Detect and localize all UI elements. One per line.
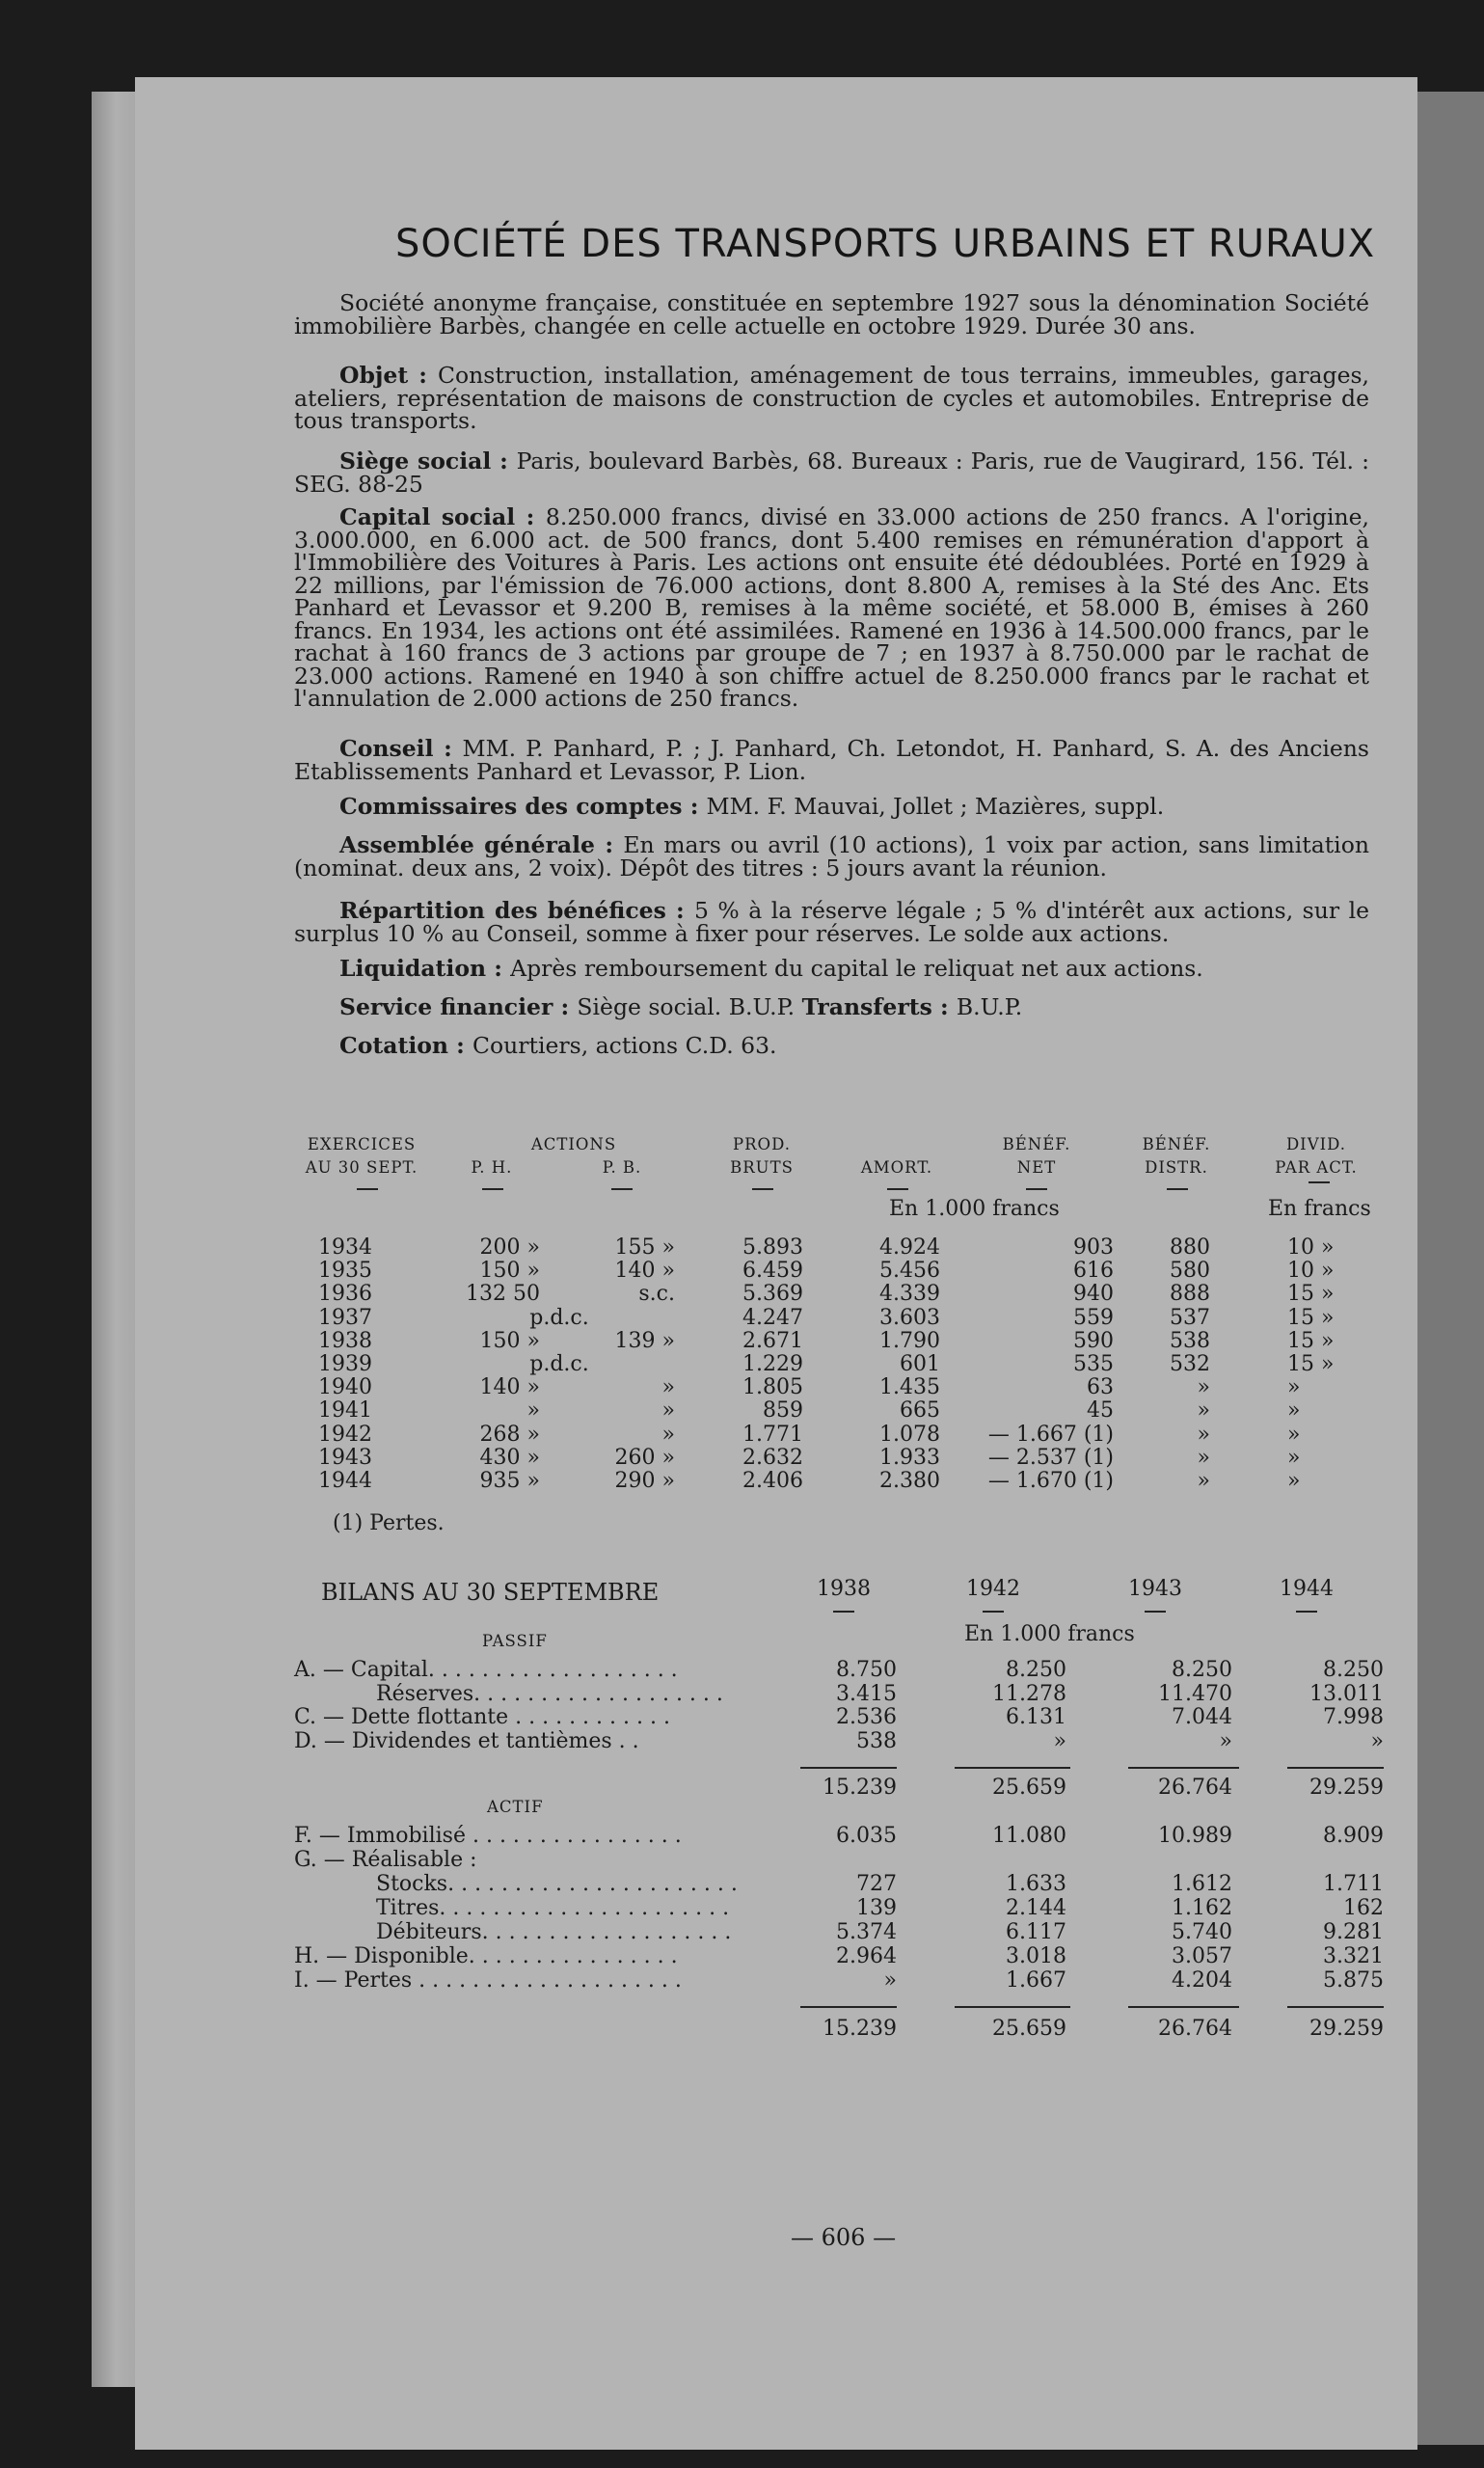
bilans-title: BILANS AU 30 SEPTEMBRE bbox=[321, 1579, 660, 1606]
bilan-value: » bbox=[1053, 1728, 1066, 1753]
header-prod: BRUTS bbox=[730, 1158, 794, 1177]
bilan-value: 10.989 bbox=[1158, 1824, 1232, 1848]
bilan-label: H. — Disponible. . . . . . . . . . . . . . . . bbox=[294, 1944, 678, 1968]
paragraph-text: Construction, installation, aménagement de tous terrains, immeubles, garages, ateliers, représentation de maisons de construction de cycles et automobiles. Entreprise de tous transports. bbox=[294, 362, 1370, 434]
header-dash bbox=[482, 1188, 503, 1190]
bilan-value: » bbox=[1370, 1728, 1384, 1753]
row-ph: » bbox=[526, 1398, 540, 1424]
bilan-value: 9.281 bbox=[1323, 1920, 1384, 1944]
row-year: 1942 bbox=[318, 1422, 372, 1447]
bilan-value: 6.117 bbox=[1006, 1920, 1066, 1944]
paragraph bbox=[294, 1032, 1369, 1059]
row-prod: 5.893 bbox=[742, 1235, 803, 1260]
row-distr: » bbox=[1197, 1445, 1210, 1470]
row-year: 1938 bbox=[318, 1328, 372, 1353]
total-rule bbox=[955, 2006, 1070, 2008]
total-rule bbox=[1128, 2006, 1239, 2008]
bilan-value: 5.740 bbox=[1172, 1920, 1232, 1944]
row-pb: 155 » bbox=[614, 1235, 675, 1260]
row-benef: 590 bbox=[1073, 1328, 1114, 1353]
paragraph-text: 5 % à la réserve légale ; 5 % d'intérêt aux actions, sur le surplus 10 % au Conseil, somme à fixer pour réserves. Le solde aux actions. bbox=[294, 897, 1369, 947]
total-rule bbox=[1287, 1767, 1384, 1769]
row-year: 1936 bbox=[318, 1282, 372, 1307]
bilan-value: 3.057 bbox=[1172, 1944, 1232, 1968]
bilan-value: 11.470 bbox=[1158, 1681, 1232, 1706]
row-distr: » bbox=[1197, 1375, 1210, 1400]
row-distr: » bbox=[1197, 1422, 1210, 1447]
bilan-value: 3.415 bbox=[836, 1681, 897, 1706]
header-dash bbox=[611, 1188, 633, 1190]
header-dash bbox=[357, 1188, 378, 1190]
bilan-value: 11.278 bbox=[992, 1681, 1066, 1706]
header-benef-distr: BÉNÉF. bbox=[1142, 1135, 1211, 1153]
year-header: 1942 bbox=[966, 1577, 1020, 1601]
paragraph-text: Courtiers, actions C.D. 63. bbox=[472, 1032, 777, 1059]
bilan-label: C. — Dette flottante . . . . . . . . . . . . bbox=[294, 1705, 670, 1729]
paragraph-text: Après remboursement du capital le reliquat net aux actions. bbox=[510, 955, 1203, 982]
bilan-label: D. — Dividendes et tantièmes . . bbox=[294, 1728, 639, 1753]
bilans-unit: En 1.000 francs bbox=[964, 1622, 1135, 1646]
passif-total: 29.259 bbox=[1309, 1776, 1384, 1800]
row-prod: 1.771 bbox=[742, 1422, 803, 1447]
bilan-value: 11.080 bbox=[992, 1824, 1066, 1848]
bilan-value: » bbox=[1219, 1728, 1232, 1753]
row-year: 1944 bbox=[318, 1469, 372, 1493]
bilan-label: A. — Capital. . . . . . . . . . . . . . . . . . . bbox=[294, 1658, 678, 1682]
unit-francs: En francs bbox=[1268, 1197, 1371, 1221]
passif-total: 26.764 bbox=[1158, 1776, 1232, 1800]
paragraph-text: En mars ou avril (10 actions), 1 voix par action, sans limitation (nominat. deux ans, 2 voix). Dépôt des titres : 5 jours avant la réunion. bbox=[294, 831, 1369, 881]
passif-title: PASSIF bbox=[482, 1632, 548, 1650]
row-pb: » bbox=[661, 1375, 675, 1400]
year-header: 1944 bbox=[1280, 1577, 1334, 1601]
bilan-value: 4.204 bbox=[1172, 1968, 1232, 1993]
row-year: 1934 bbox=[318, 1235, 372, 1260]
row-benef: — 1.667 (1) bbox=[987, 1422, 1114, 1447]
row-amort: 1.078 bbox=[879, 1422, 940, 1447]
bilan-value: 2.964 bbox=[836, 1944, 897, 1968]
bilan-value: 6.131 bbox=[1006, 1705, 1066, 1729]
facing-page-edge bbox=[1417, 92, 1484, 2445]
bilan-value: 13.011 bbox=[1309, 1681, 1384, 1706]
row-benef: 616 bbox=[1073, 1259, 1114, 1284]
row-distr: 580 bbox=[1170, 1259, 1210, 1284]
year-dash bbox=[833, 1611, 854, 1613]
row-prod: 859 bbox=[763, 1398, 803, 1424]
bilan-value: 8.250 bbox=[1172, 1658, 1232, 1682]
row-distr: 880 bbox=[1170, 1235, 1210, 1260]
bilan-value: 727 bbox=[856, 1872, 897, 1896]
row-divid: 10 » bbox=[1287, 1259, 1335, 1284]
header-exercices: AU 30 SEPT. bbox=[305, 1158, 418, 1177]
row-year: 1939 bbox=[318, 1352, 372, 1376]
header-ph: P. H. bbox=[471, 1158, 513, 1177]
paragraph-label: Répartition des bénéfices : bbox=[339, 897, 694, 924]
header-benef-distr: DISTR. bbox=[1145, 1158, 1208, 1177]
header-dash bbox=[752, 1188, 773, 1190]
row-prod: 4.247 bbox=[742, 1305, 803, 1330]
paragraph-label: Conseil : bbox=[339, 735, 463, 762]
row-pb: » bbox=[661, 1398, 675, 1424]
paragraph-label: Objet : bbox=[339, 362, 438, 389]
row-ph: 268 » bbox=[479, 1422, 540, 1447]
paragraph bbox=[294, 993, 1369, 1020]
page-number: — 606 — bbox=[791, 2224, 897, 2251]
total-rule bbox=[955, 1767, 1070, 1769]
year-dash bbox=[1145, 1611, 1166, 1613]
row-divid: 10 » bbox=[1287, 1235, 1335, 1260]
row-benef: — 1.670 (1) bbox=[987, 1469, 1114, 1493]
row-amort: 3.603 bbox=[879, 1305, 940, 1330]
bilan-value: 1.612 bbox=[1172, 1872, 1232, 1896]
row-year: 1935 bbox=[318, 1259, 372, 1284]
paragraph-text: 8.250.000 francs, divisé en 33.000 actions de 250 francs. A l'origine, 3.000.000, en 6.000 act. de 500 francs, dont 5.400 remises en rémunération d'apport à l'Immobilière des Voitures à Paris. Les actions ont ensuite été dédoublées. Porté en 1929 à 22 millions, par l'émission de 76.000 actions, dont 8.800 A, remises à la Sté des Anc. Ets Panhard et Levassor et 9.200 B, remises à la même société, et 58.000 B, émises à 260 francs. En 1934, les actions ont été assimilées. Ramené en 1936 à 14.500.000 francs, par le rachat à 160 francs de 3 actions par groupe de 7 ; en 1937 à 8.750.000 par le rachat de 23.000 actions. Ramené en 1940 à son chiffre actuel de 8.250.000 francs par le rachat et l'annulation de 2.000 actions de 250 francs. bbox=[294, 503, 1370, 712]
bilan-label: Titres. . . . . . . . . . . . . . . . . . . . . . bbox=[376, 1896, 730, 1920]
row-divid: 15 » bbox=[1287, 1352, 1335, 1376]
actif-total: 25.659 bbox=[992, 2017, 1066, 2041]
total-rule bbox=[1287, 2006, 1384, 2008]
row-benef: 559 bbox=[1073, 1305, 1114, 1330]
row-amort: 601 bbox=[900, 1352, 940, 1376]
year-header: 1943 bbox=[1128, 1577, 1182, 1601]
row-amort: 1.435 bbox=[879, 1375, 940, 1400]
row-pb: 140 » bbox=[614, 1259, 675, 1284]
row-amort: 4.339 bbox=[879, 1282, 940, 1307]
row-ph: 150 » bbox=[479, 1259, 540, 1284]
row-pb: » bbox=[661, 1422, 675, 1447]
row-ph: 200 » bbox=[479, 1235, 540, 1260]
header-actions: ACTIONS bbox=[530, 1135, 617, 1153]
paragraph-text: MM. P. Panhard, P. ; J. Panhard, Ch. Letondot, H. Panhard, S. A. des Anciens Etablissements Panhard et Levassor, P. Lion. bbox=[294, 735, 1369, 785]
row-ph: 430 » bbox=[479, 1445, 540, 1470]
header-dash bbox=[1026, 1188, 1047, 1190]
row-divid: » bbox=[1287, 1445, 1301, 1470]
bilan-value: » bbox=[883, 1968, 897, 1993]
paragraph-text: B.U.P. bbox=[956, 993, 1023, 1020]
bilan-value: 1.162 bbox=[1172, 1896, 1232, 1920]
bilan-label: I. — Pertes . . . . . . . . . . . . . . . . . . . . bbox=[294, 1968, 682, 1993]
row-prod: 1.805 bbox=[742, 1375, 803, 1400]
row-prod: 5.369 bbox=[742, 1282, 803, 1307]
row-year: 1943 bbox=[318, 1445, 372, 1470]
bilan-value: 2.144 bbox=[1006, 1896, 1066, 1920]
bilan-label: Stocks. . . . . . . . . . . . . . . . . . . . . . bbox=[376, 1872, 738, 1896]
row-pb: 260 » bbox=[614, 1445, 675, 1470]
header-benef-net: NET bbox=[1016, 1158, 1057, 1177]
passif-total: 15.239 bbox=[823, 1776, 897, 1800]
footnote: (1) Pertes. bbox=[333, 1511, 445, 1535]
row-distr: 538 bbox=[1170, 1328, 1210, 1353]
bilan-value: 1.711 bbox=[1323, 1872, 1384, 1896]
row-distr: 888 bbox=[1170, 1282, 1210, 1307]
paragraph bbox=[294, 362, 1370, 434]
bilan-value: 3.018 bbox=[1006, 1944, 1066, 1968]
header-benef-net: BÉNÉF. bbox=[1002, 1135, 1071, 1153]
paragraph-text: Société anonyme française, constituée en septembre 1927 sous la dénomination Société immobilière Barbès, changée en celle actuelle en octobre 1929. Durée 30 ans. bbox=[294, 289, 1369, 339]
total-rule bbox=[800, 2006, 897, 2008]
row-divid: » bbox=[1287, 1398, 1301, 1424]
paragraph-label: Liquidation : bbox=[339, 955, 511, 982]
year-header: 1938 bbox=[817, 1577, 871, 1601]
header-pb: P. B. bbox=[602, 1158, 642, 1177]
bilan-value: 8.750 bbox=[836, 1658, 897, 1682]
actif-total: 29.259 bbox=[1309, 2017, 1384, 2041]
paragraph bbox=[294, 447, 1370, 498]
year-dash bbox=[1296, 1611, 1317, 1613]
row-amort: 665 bbox=[900, 1398, 940, 1424]
row-prod: 2.632 bbox=[742, 1445, 803, 1470]
row-divid: 15 » bbox=[1287, 1282, 1335, 1307]
total-rule bbox=[800, 1767, 897, 1769]
paragraph-text: Paris, boulevard Barbès, 68. Bureaux : Paris, rue de Vaugirard, 156. Tél. : SEG. 88-25 bbox=[294, 447, 1370, 498]
header-divid: PAR ACT. bbox=[1275, 1158, 1358, 1177]
row-pb: s.c. bbox=[638, 1282, 675, 1307]
header-amort: AMORT. bbox=[860, 1158, 933, 1177]
row-benef: 940 bbox=[1073, 1282, 1114, 1307]
bilan-label: F. — Immobilisé . . . . . . . . . . . . . . . . bbox=[294, 1824, 682, 1848]
row-divid: » bbox=[1287, 1375, 1301, 1400]
actif-total: 26.764 bbox=[1158, 2017, 1232, 2041]
row-prod: 2.406 bbox=[742, 1469, 803, 1493]
row-benef: — 2.537 (1) bbox=[987, 1445, 1114, 1470]
row-divid: 15 » bbox=[1287, 1328, 1335, 1353]
row-divid: » bbox=[1287, 1422, 1301, 1447]
bilan-value: 3.321 bbox=[1323, 1944, 1384, 1968]
paragraph-label: Transferts : bbox=[801, 993, 957, 1020]
bilan-value: 8.250 bbox=[1323, 1658, 1384, 1682]
total-rule bbox=[1128, 1767, 1239, 1769]
row-pb: 290 » bbox=[614, 1469, 675, 1493]
paragraph-text: MM. F. Mauvai, Jollet ; Mazières, suppl. bbox=[706, 793, 1165, 820]
bilan-value: 1.633 bbox=[1006, 1872, 1066, 1896]
paragraph bbox=[294, 897, 1369, 947]
paragraph-text: Siège social. B.U.P. bbox=[577, 993, 802, 1020]
header-prod: PROD. bbox=[733, 1135, 791, 1153]
row-year: 1941 bbox=[318, 1398, 372, 1424]
unit-thousands: En 1.000 francs bbox=[889, 1197, 1060, 1221]
row-ph: 132 50 bbox=[466, 1282, 540, 1307]
row-distr: » bbox=[1197, 1398, 1210, 1424]
header-exercices: EXERCICES bbox=[307, 1135, 417, 1153]
paragraph bbox=[294, 289, 1369, 339]
row-actions: p.d.c. bbox=[529, 1352, 589, 1376]
paragraph bbox=[294, 955, 1369, 982]
row-amort: 1.933 bbox=[879, 1445, 940, 1470]
bilan-value: 7.998 bbox=[1323, 1705, 1384, 1729]
row-prod: 6.459 bbox=[742, 1259, 803, 1284]
bilan-value: 139 bbox=[856, 1896, 897, 1920]
bilan-value: 2.536 bbox=[836, 1705, 897, 1729]
paragraph-label: Capital social : bbox=[339, 503, 546, 530]
row-prod: 2.671 bbox=[742, 1328, 803, 1353]
bilan-label: Débiteurs. . . . . . . . . . . . . . . . . . . bbox=[376, 1920, 732, 1944]
paragraph bbox=[294, 735, 1369, 785]
row-ph: 140 » bbox=[479, 1375, 540, 1400]
bilan-value: 5.374 bbox=[836, 1920, 897, 1944]
row-distr: 532 bbox=[1170, 1352, 1210, 1376]
header-dash bbox=[887, 1188, 908, 1190]
row-divid: 15 » bbox=[1287, 1305, 1335, 1330]
row-prod: 1.229 bbox=[742, 1352, 803, 1376]
paragraph-label: Cotation : bbox=[339, 1032, 473, 1059]
page-title: SOCIÉTÉ DES TRANSPORTS URBAINS ET RURAUX bbox=[395, 222, 1376, 266]
paragraph-label: Service financier : bbox=[339, 993, 578, 1020]
row-divid: » bbox=[1287, 1469, 1301, 1493]
paragraph-label: Assemblée générale : bbox=[339, 831, 624, 858]
row-ph: 150 » bbox=[479, 1328, 540, 1353]
bilan-value: 162 bbox=[1343, 1896, 1384, 1920]
bilan-value: 6.035 bbox=[836, 1824, 897, 1848]
header-dash bbox=[1167, 1188, 1188, 1190]
row-amort: 2.380 bbox=[879, 1469, 940, 1493]
bilan-value: 7.044 bbox=[1172, 1705, 1232, 1729]
bilan-label: G. — Réalisable : bbox=[294, 1848, 477, 1872]
paragraph-label: Siège social : bbox=[339, 447, 517, 475]
bilan-value: 1.667 bbox=[1006, 1968, 1066, 1993]
paragraph bbox=[294, 793, 1369, 820]
bilan-value: 5.875 bbox=[1323, 1968, 1384, 1993]
row-amort: 4.924 bbox=[879, 1235, 940, 1260]
actif-total: 15.239 bbox=[823, 2017, 897, 2041]
row-distr: 537 bbox=[1170, 1305, 1210, 1330]
bilan-label: Réserves. . . . . . . . . . . . . . . . . . . bbox=[376, 1681, 723, 1706]
paragraph bbox=[294, 503, 1370, 712]
year-dash bbox=[983, 1611, 1004, 1613]
paragraph-label: Commissaires des comptes : bbox=[339, 793, 707, 820]
passif-total: 25.659 bbox=[992, 1776, 1066, 1800]
row-benef: 63 bbox=[1087, 1375, 1114, 1400]
row-actions: p.d.c. bbox=[529, 1305, 589, 1330]
row-benef: 535 bbox=[1073, 1352, 1114, 1376]
header-divid: DIVID. bbox=[1285, 1135, 1347, 1153]
row-pb: 139 » bbox=[614, 1328, 675, 1353]
row-benef: 45 bbox=[1087, 1398, 1114, 1424]
row-amort: 5.456 bbox=[879, 1259, 940, 1284]
row-amort: 1.790 bbox=[879, 1328, 940, 1353]
row-benef: 903 bbox=[1073, 1235, 1114, 1260]
row-ph: 935 » bbox=[479, 1469, 540, 1493]
header-dash bbox=[1309, 1181, 1330, 1183]
row-distr: » bbox=[1197, 1469, 1210, 1493]
bilan-value: 8.250 bbox=[1006, 1658, 1066, 1682]
actif-title: ACTIF bbox=[487, 1798, 544, 1816]
paragraph bbox=[294, 831, 1369, 881]
bilan-value: 8.909 bbox=[1323, 1824, 1384, 1848]
row-year: 1937 bbox=[318, 1305, 372, 1330]
bilan-value: 538 bbox=[856, 1728, 897, 1753]
row-year: 1940 bbox=[318, 1375, 372, 1400]
